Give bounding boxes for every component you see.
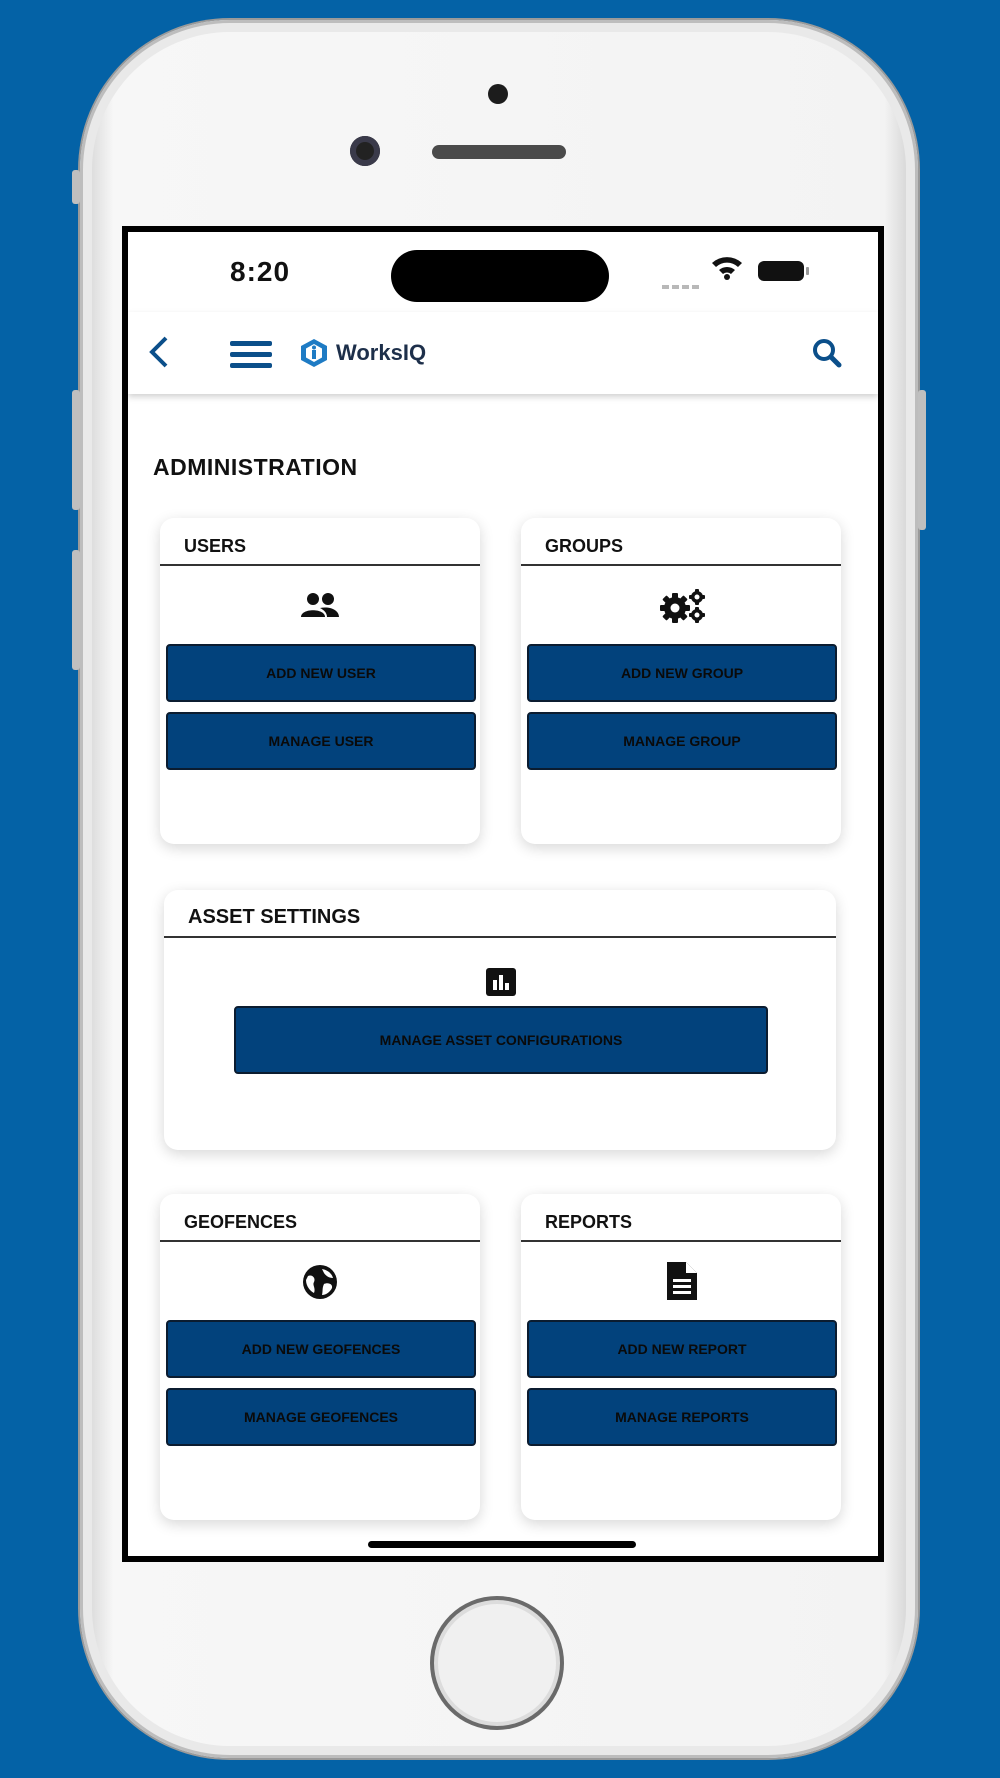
proximity-sensor — [488, 84, 508, 104]
page-title: ADMINISTRATION — [153, 454, 358, 480]
volume-up-button — [72, 390, 80, 510]
search-icon[interactable] — [812, 338, 842, 368]
cellular-signal-icon — [662, 276, 702, 294]
earpiece — [432, 145, 566, 159]
dynamic-island — [391, 250, 609, 302]
home-indicator[interactable] — [368, 1541, 636, 1548]
groups-card-title: GROUPS — [545, 536, 624, 556]
document-icon — [665, 1262, 697, 1300]
front-camera — [350, 136, 380, 166]
reports-card-title: REPORTS — [545, 1212, 633, 1232]
gears-icon — [657, 588, 709, 624]
hamburger-menu-icon[interactable] — [230, 340, 272, 370]
app-screen — [122, 226, 884, 1562]
users-card — [160, 518, 480, 844]
battery-icon — [758, 261, 804, 281]
home-button[interactable] — [430, 1596, 564, 1730]
app-header — [128, 312, 878, 394]
add-new-report-button[interactable]: ADD NEW REPORT — [527, 1320, 837, 1378]
bar-chart-icon — [486, 968, 516, 996]
groups-card — [521, 518, 841, 844]
add-new-group-button[interactable]: ADD NEW GROUP — [527, 644, 837, 702]
asset-settings-card — [164, 890, 836, 1150]
back-arrow-icon[interactable] — [144, 334, 174, 370]
geofences-card-title: GEOFENCES — [184, 1212, 298, 1232]
volume-down-button — [72, 550, 80, 670]
geofences-card — [160, 1194, 480, 1520]
power-button — [918, 390, 926, 530]
users-card-title: USERS — [184, 536, 247, 556]
add-new-user-button[interactable]: ADD NEW USER — [166, 644, 476, 702]
asset-settings-card-title: ASSET SETTINGS — [188, 906, 361, 928]
worksiq-logo-icon — [300, 338, 328, 368]
manage-user-button[interactable]: MANAGE USER — [166, 712, 476, 770]
manage-reports-button[interactable]: MANAGE REPORTS — [527, 1388, 837, 1446]
people-icon — [300, 592, 340, 618]
mute-switch — [72, 170, 80, 204]
wifi-icon — [710, 254, 744, 280]
reports-card — [521, 1194, 841, 1520]
manage-asset-configurations-button[interactable]: MANAGE ASSET CONFIGURATIONS — [234, 1006, 768, 1074]
status-time: 8:20 — [230, 256, 291, 287]
globe-icon — [302, 1264, 338, 1300]
status-bar — [128, 232, 878, 312]
manage-group-button[interactable]: MANAGE GROUP — [527, 712, 837, 770]
add-new-geofences-button[interactable]: ADD NEW GEOFENCES — [166, 1320, 476, 1378]
manage-geofences-button[interactable]: MANAGE GEOFENCES — [166, 1388, 476, 1446]
app-brand-name: WorksIQ — [336, 340, 427, 365]
